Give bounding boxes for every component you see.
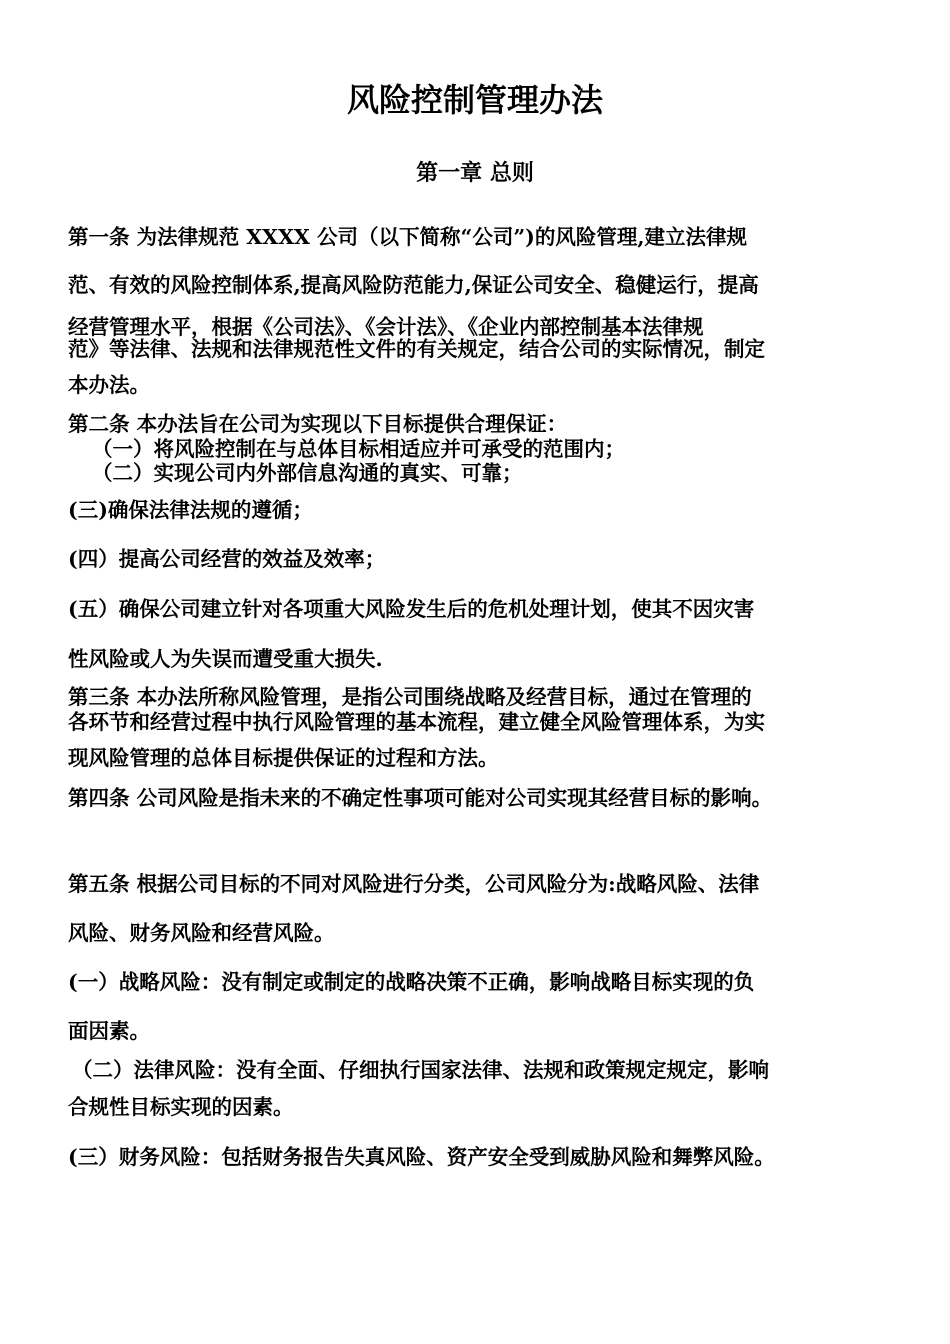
paragraph-line: 第一条 为法律规范 XXXX 公司（以下简称“公司”)的风险管理,建立法律规 <box>68 225 747 249</box>
list-item: （一）将风险控制在与总体目标相适应并可承受的范围内； <box>92 437 625 461</box>
list-item: (五）确保公司建立针对各项重大风险发生后的危机处理计划，使其不因灾害 <box>68 597 755 621</box>
chapter-heading: 第一章 总则 <box>416 160 534 186</box>
paragraph-line: 范》等法律、法规和法律规范性文件的有关规定，结合公司的实际情况，制定 <box>68 337 765 361</box>
paragraph-line: 现风险管理的总体目标提供保证的过程和方法。 <box>68 746 499 770</box>
list-item: 面因素。 <box>68 1019 150 1043</box>
list-item: 性风险或人为失误而遭受重大损失. <box>68 647 383 671</box>
list-item: (三)确保法律法规的遵循； <box>68 498 313 522</box>
paragraph-line: 各环节和经营过程中执行风险管理的基本流程，建立健全风险管理体系，为实 <box>68 710 765 734</box>
paragraph-line: 第四条 公司风险是指未来的不确定性事项可能对公司实现其经营目标的影响。 <box>68 786 773 810</box>
list-item: (四）提高公司经营的效益及效率； <box>68 547 386 571</box>
list-item: （二）实现公司内外部信息沟通的真实、可靠； <box>92 461 523 485</box>
list-item: (三）财务风险：包括财务报告失真风险、资产安全受到威胁风险和舞弊风险。 <box>68 1145 775 1169</box>
paragraph-line: 风险、财务风险和经营风险。 <box>68 921 335 945</box>
list-item: 合规性目标实现的因素。 <box>68 1095 294 1119</box>
document-title: 风险控制管理办法 <box>346 81 603 119</box>
paragraph-line: 经营管理水平，根据《公司法》、《会计法》、《企业内部控制基本法律规 <box>68 315 704 339</box>
paragraph-line: 范、有效的风险控制体系,提高风险防范能力,保证公司安全、稳健运行，提高 <box>68 273 759 297</box>
paragraph-line: 本办法。 <box>68 373 150 397</box>
paragraph-line: 第五条 根据公司目标的不同对风险进行分类，公司风险分为:战略风险、法律 <box>68 872 760 896</box>
paragraph-line: 第二条 本办法旨在公司为实现以下目标提供合理保证： <box>68 412 568 436</box>
list-item: （二）法律风险：没有全面、仔细执行国家法律、法规和政策规定规定，影响 <box>72 1058 769 1082</box>
list-item: (一）战略风险：没有制定或制定的战略决策不正确，影响战略目标实现的负 <box>68 970 755 994</box>
paragraph-line: 第三条 本办法所称风险管理，是指公司围绕战略及经营目标，通过在管理的 <box>68 685 752 709</box>
